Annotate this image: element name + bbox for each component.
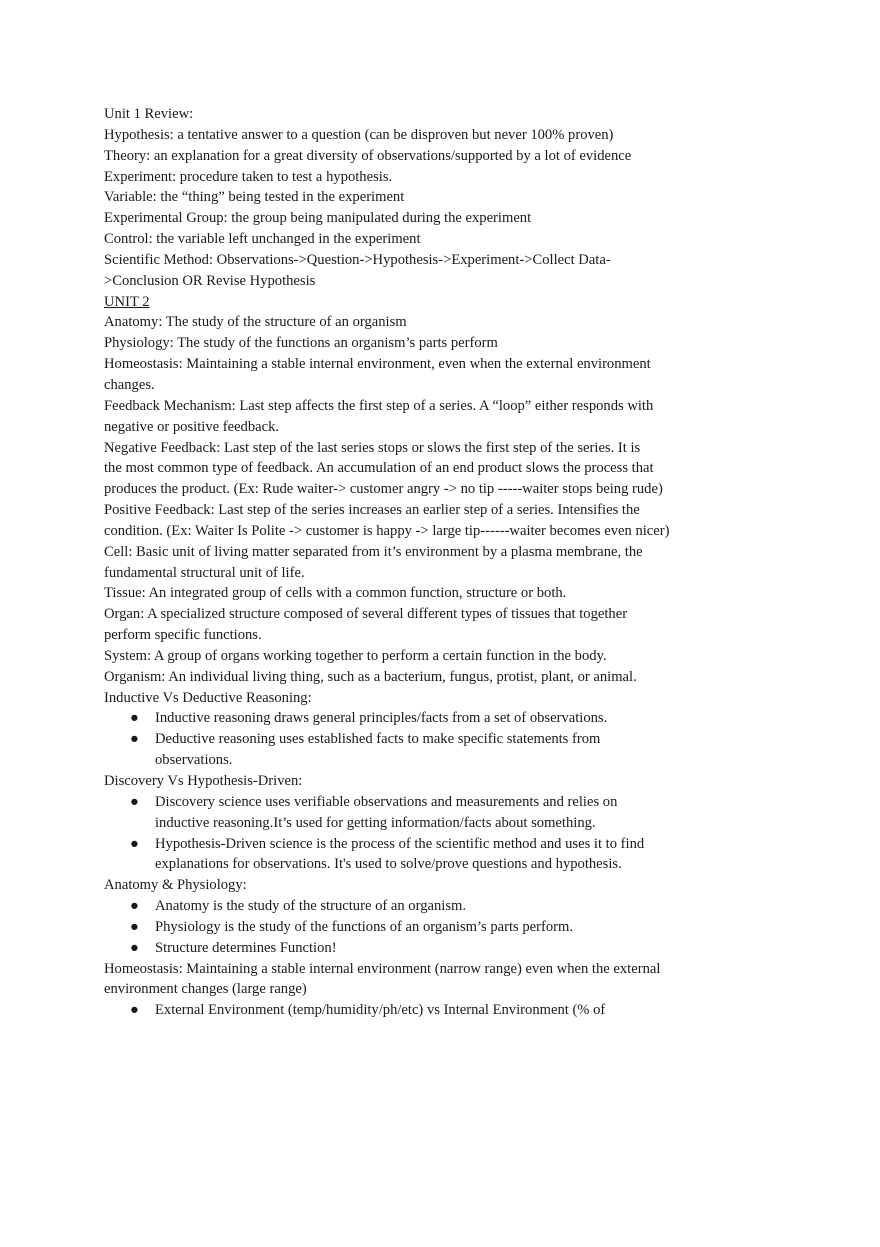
list-item	[104, 1000, 784, 1021]
list-item	[104, 938, 784, 959]
list-item-text: Deductive reasoning uses established facts to make specific statements from	[155, 731, 601, 748]
list-item	[104, 729, 784, 750]
unit2-line: Anatomy: The study of the structure of an organism	[104, 314, 407, 331]
unit2-line: perform specific functions.	[104, 627, 262, 644]
unit2-line: Cell: Basic unit of living matter separated from it’s environment by a plasma membrane, the	[104, 543, 643, 560]
unit1-line: Variable: the “thing” being tested in the experiment	[104, 189, 405, 206]
reasoning-heading: Inductive Vs Deductive Reasoning:	[104, 689, 312, 706]
list-item	[104, 834, 784, 855]
unit1-line: Hypothesis: a tentative answer to a question (can be disproven but never 100% proven)	[104, 126, 614, 143]
bullet-icon: ●	[130, 918, 139, 935]
unit2-line: Organ: A specialized structure composed of several different types of tissues that together	[104, 606, 628, 623]
list-item-continuation: observations.	[155, 752, 233, 769]
bullet-icon: ●	[130, 1002, 139, 1019]
unit2-line: Organism: An individual living thing, such as a bacterium, fungus, protist, plant, or animal.	[104, 668, 637, 685]
unit2-line: produces the product. (Ex: Rude waiter-> customer angry -> no tip -----waiter stops being rude)	[104, 481, 663, 498]
unit1-line: Control: the variable left unchanged in the experiment	[104, 231, 421, 248]
unit2-line: fundamental structural unit of life.	[104, 564, 305, 581]
list-item-continuation: explanations for observations. It's used to solve/prove questions and hypothesis.	[155, 856, 622, 873]
list-item-text: Structure determines Function!	[155, 939, 337, 956]
unit2-line: Negative Feedback: Last step of the last series stops or slows the first step of the series. It is	[104, 439, 641, 456]
unit2-line: Physiology: The study of the functions an organism’s parts perform	[104, 335, 498, 352]
bullet-icon: ●	[130, 835, 139, 852]
list-item-text: Discovery science uses verifiable observations and measurements and relies on	[155, 793, 618, 810]
homeostasis-line: Homeostasis: Maintaining a stable internal environment (narrow range) even when the external	[104, 960, 661, 977]
list-item	[104, 708, 784, 729]
unit2-line: Tissue: An integrated group of cells with a common function, structure or both.	[104, 585, 567, 602]
bullet-icon: ●	[130, 731, 139, 748]
unit2-line: Positive Feedback: Last step of the series increases an earlier step of a series. Intensifies the	[104, 502, 640, 519]
list-item-text: Physiology is the study of the functions of an organism’s parts perform.	[155, 918, 574, 935]
unit2-line: negative or positive feedback.	[104, 418, 280, 435]
list-item	[104, 896, 784, 917]
unit1-line: Theory: an explanation for a great diversity of observations/supported by a lot of evidence	[104, 147, 632, 164]
list-item-text: Hypothesis-Driven science is the process of the scientific method and uses it to find	[155, 835, 645, 852]
list-item-text: Anatomy is the study of the structure of an organism.	[155, 898, 467, 915]
bullet-icon: ●	[130, 793, 139, 810]
unit2-line: the most common type of feedback. An accumulation of an end product slows the process that	[104, 460, 654, 477]
unit2-heading-text: UNIT 2	[104, 293, 150, 310]
unit2-line: Homeostasis: Maintaining a stable internal environment, even when the external environment	[104, 356, 651, 373]
homeostasis-line: environment changes (large range)	[104, 981, 307, 998]
bullet-icon: ●	[130, 939, 139, 956]
unit1-line: Scientific Method: Observations->Question->Hypothesis->Experiment->Collect Data-	[104, 251, 611, 268]
unit1-line: Experiment: procedure taken to test a hypothesis.	[104, 168, 393, 185]
unit2-line: System: A group of organs working together to perform a certain function in the body.	[104, 647, 607, 664]
list-item	[104, 792, 784, 813]
list-item-text: External Environment (temp/humidity/ph/etc) vs Internal Environment (% of	[155, 1002, 606, 1019]
list-item-continuation: inductive reasoning.It’s used for getting information/facts about something.	[155, 814, 596, 831]
list-item-text: Inductive reasoning draws general principles/facts from a set of observations.	[155, 710, 608, 727]
unit1-heading: Unit 1 Review:	[104, 106, 194, 122]
anatphys-heading: Anatomy & Physiology:	[104, 877, 247, 894]
bullet-icon: ●	[130, 898, 139, 915]
unit2-line: condition. (Ex: Waiter Is Polite -> customer is happy -> large tip------waiter becomes even nicer)	[104, 522, 670, 539]
unit1-line: Experimental Group: the group being manipulated during the experiment	[104, 210, 532, 227]
unit2-heading	[104, 292, 784, 313]
unit1-line: >Conclusion OR Revise Hypothesis	[104, 272, 316, 289]
discovery-heading: Discovery Vs Hypothesis-Driven:	[104, 773, 303, 789]
list-item	[104, 917, 784, 938]
document-page	[104, 104, 784, 1021]
unit2-line: Feedback Mechanism: Last step affects the first step of a series. A “loop” either responds with	[104, 397, 654, 414]
bullet-icon: ●	[130, 710, 139, 727]
unit2-line: changes.	[104, 376, 155, 393]
